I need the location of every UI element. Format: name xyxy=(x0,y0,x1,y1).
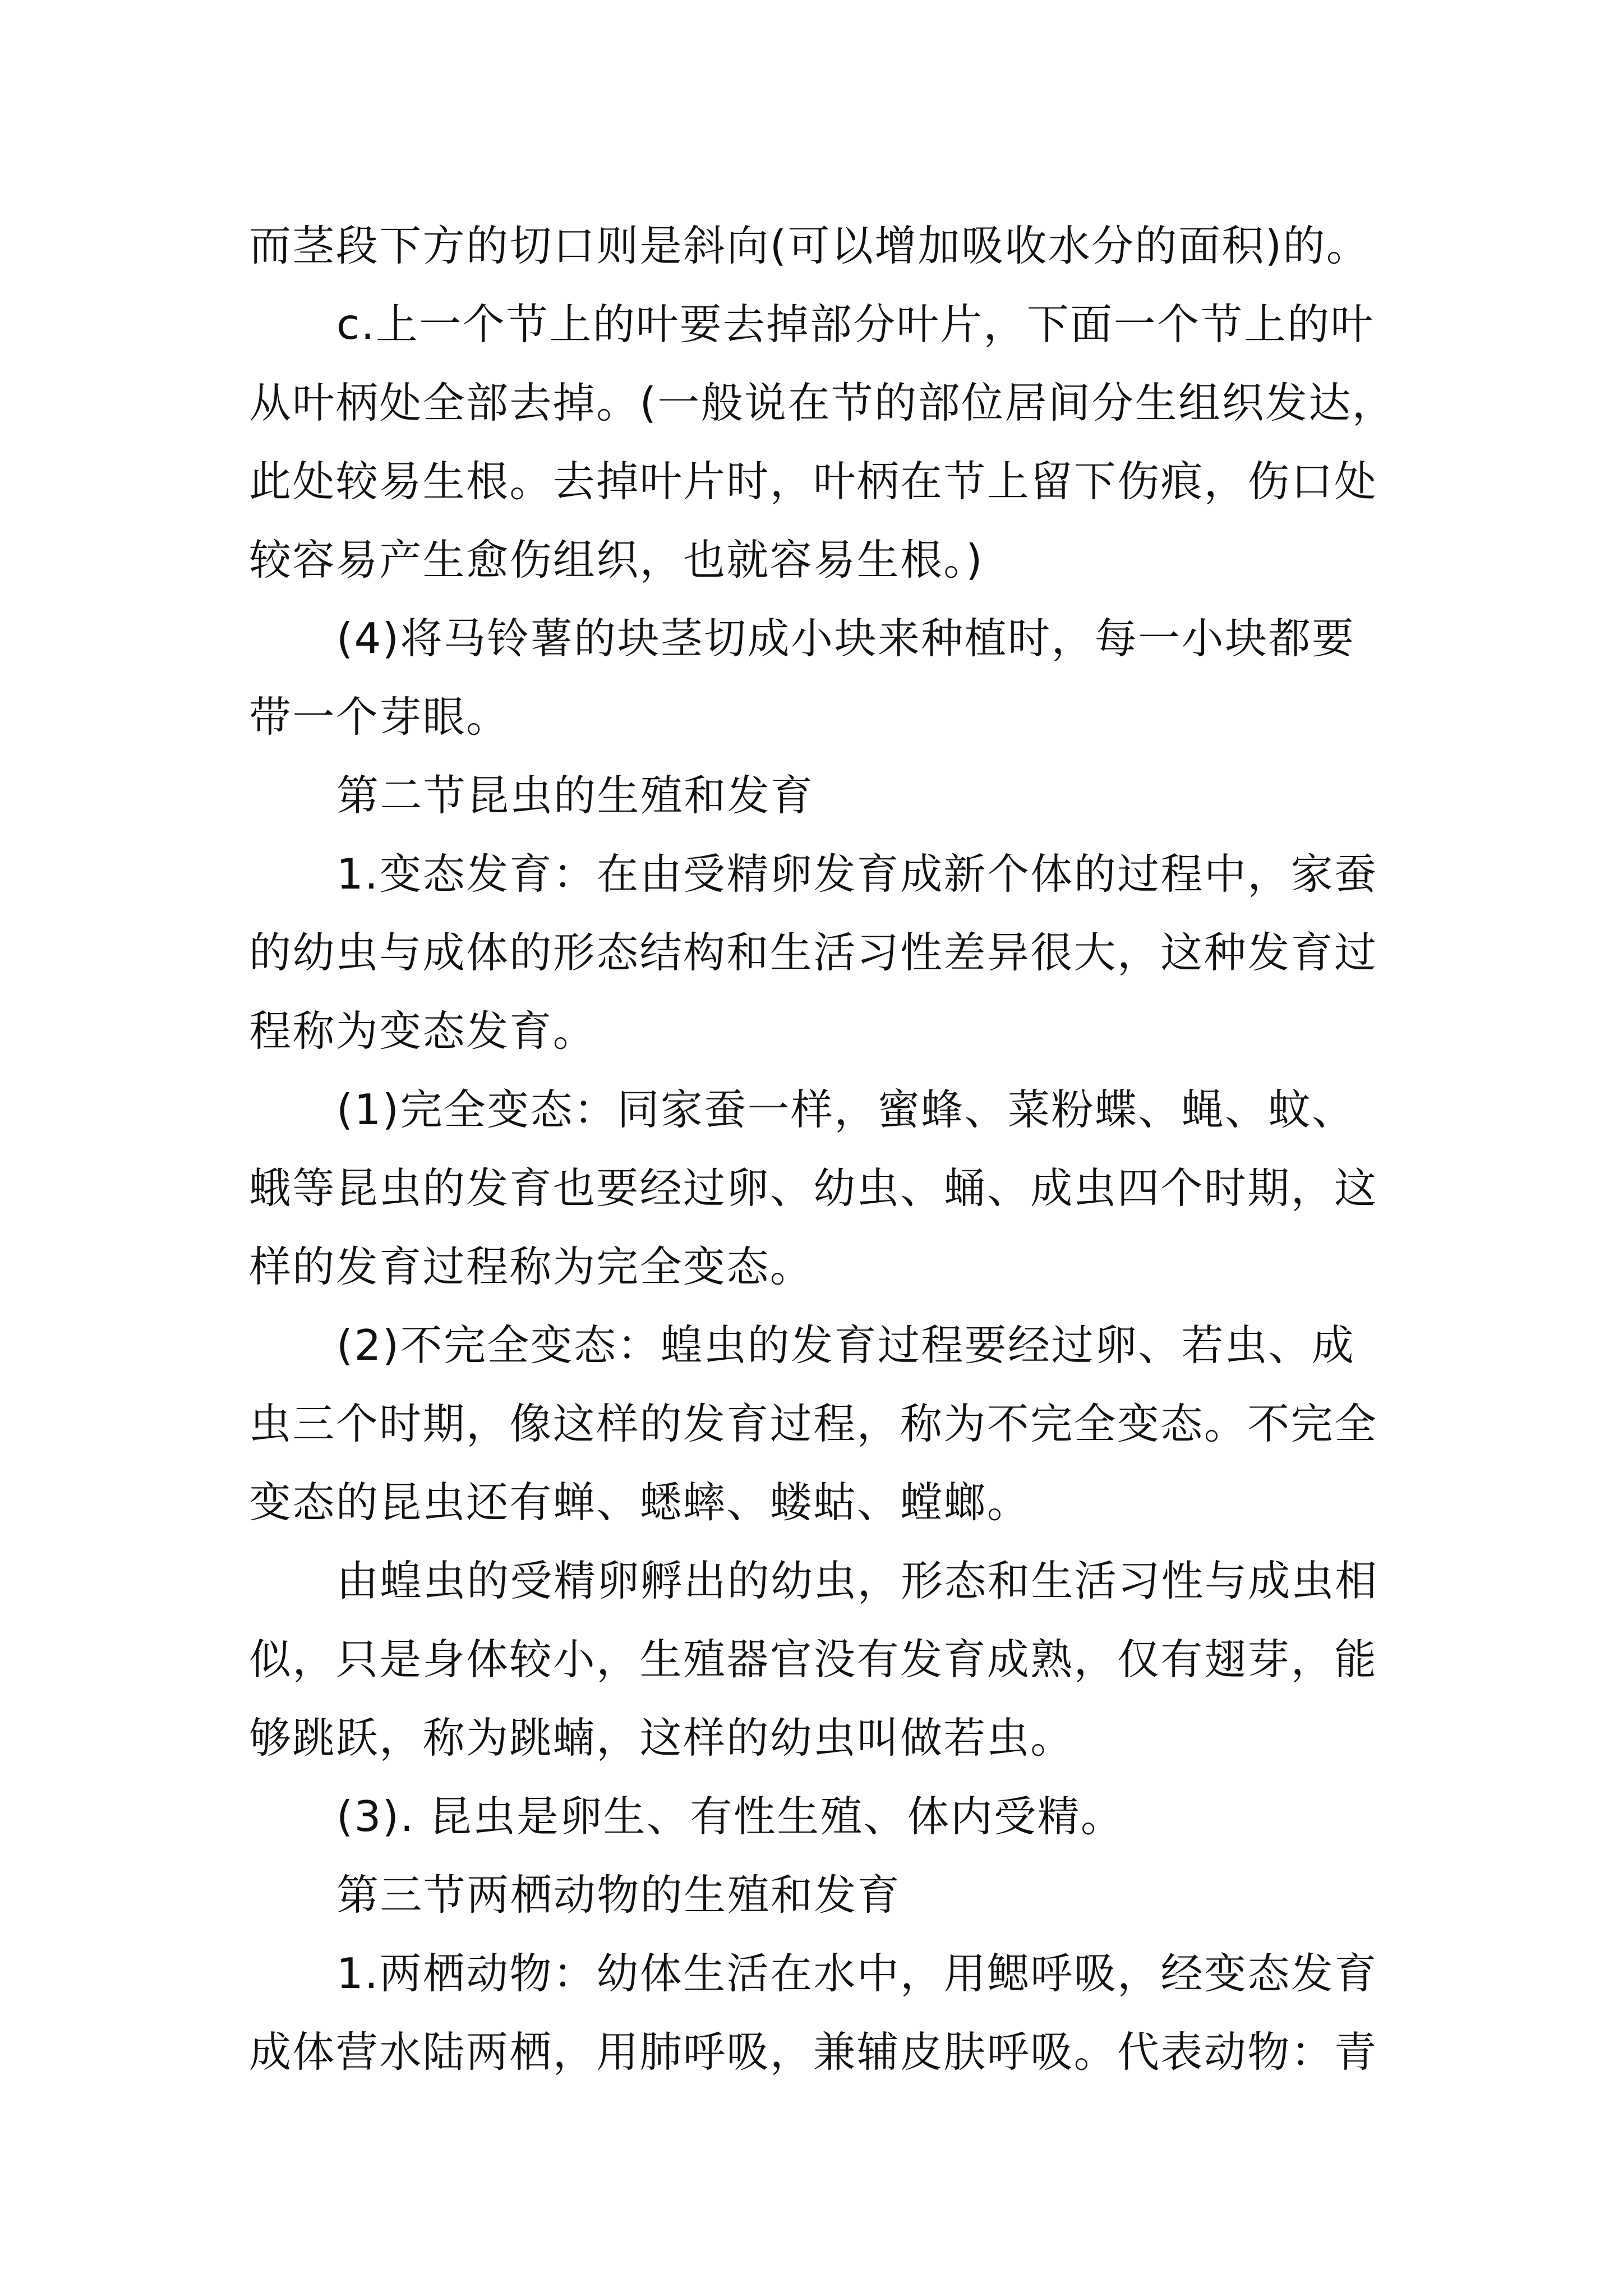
text-line: 蛾等昆虫的发育也要经过卵、幼虫、蛹、成虫四个时期，这 xyxy=(249,1163,1378,1213)
text-line: 成体营水陆两栖，用肺呼吸，兼辅皮肤呼吸。代表动物：青 xyxy=(249,2027,1378,2077)
text-line: 较容易产生愈伤组织，也就容易生根。) xyxy=(249,535,984,585)
text-line: (3). 昆虫是卵生、有性生殖、体内受精。 xyxy=(336,1792,1124,1841)
section-heading: 第三节两栖动物的生殖和发育 xyxy=(336,1870,901,1920)
text-line: (4)将马铃薯的块茎切成小块来种植时，每一小块都要 xyxy=(336,614,1355,663)
text-line: 程称为变态发育。 xyxy=(249,1006,597,1056)
text-line: 从叶柄处全部去掉。(一般说在节的部位居间分生组织发达， xyxy=(249,378,1396,427)
text-line: (1)完全变态：同家蚕一样，蜜蜂、菜粉蝶、蝇、蚊、 xyxy=(336,1085,1355,1134)
text-line: 带一个芽眼。 xyxy=(249,692,510,742)
text-line: 样的发育过程称为完全变态。 xyxy=(249,1242,814,1291)
text-line: 够跳跃，称为跳蝻，这样的幼虫叫做若虫。 xyxy=(249,1713,1074,1763)
text-line: 此处较易生根。去掉叶片时，叶柄在节上留下伤痕，伤口处 xyxy=(249,457,1378,506)
text-line: (2)不完全变态：蝗虫的发育过程要经过卵、若虫、成 xyxy=(336,1320,1355,1370)
text-line: 的幼虫与成体的形态结构和生活习性差异很大，这种发育过 xyxy=(249,928,1378,977)
section-heading: 第二节昆虫的生殖和发育 xyxy=(336,771,814,820)
text-line: 1.变态发育：在由受精卵发育成新个体的过程中，家蚕 xyxy=(336,849,1378,899)
text-line: c.上一个节上的叶要去掉部分叶片，下面一个节上的叶 xyxy=(336,300,1375,349)
text-line: 而茎段下方的切口则是斜向(可以增加吸收水分的面积)的。 xyxy=(249,221,1370,270)
text-line: 虫三个时期，像这样的发育过程，称为不完全变态。不完全 xyxy=(249,1399,1378,1448)
text-line: 似，只是身体较小，生殖器官没有发育成熟，仅有翅芽，能 xyxy=(249,1635,1378,1684)
text-line: 1.两栖动物：幼体生活在水中，用鳃呼吸，经变态发育 xyxy=(336,1949,1378,1998)
text-line: 由蝗虫的受精卵孵出的幼虫，形态和生活习性与成虫相 xyxy=(336,1556,1378,1605)
text-line: 变态的昆虫还有蝉、蟋蟀、蝼蛄、螳螂。 xyxy=(249,1478,1031,1527)
